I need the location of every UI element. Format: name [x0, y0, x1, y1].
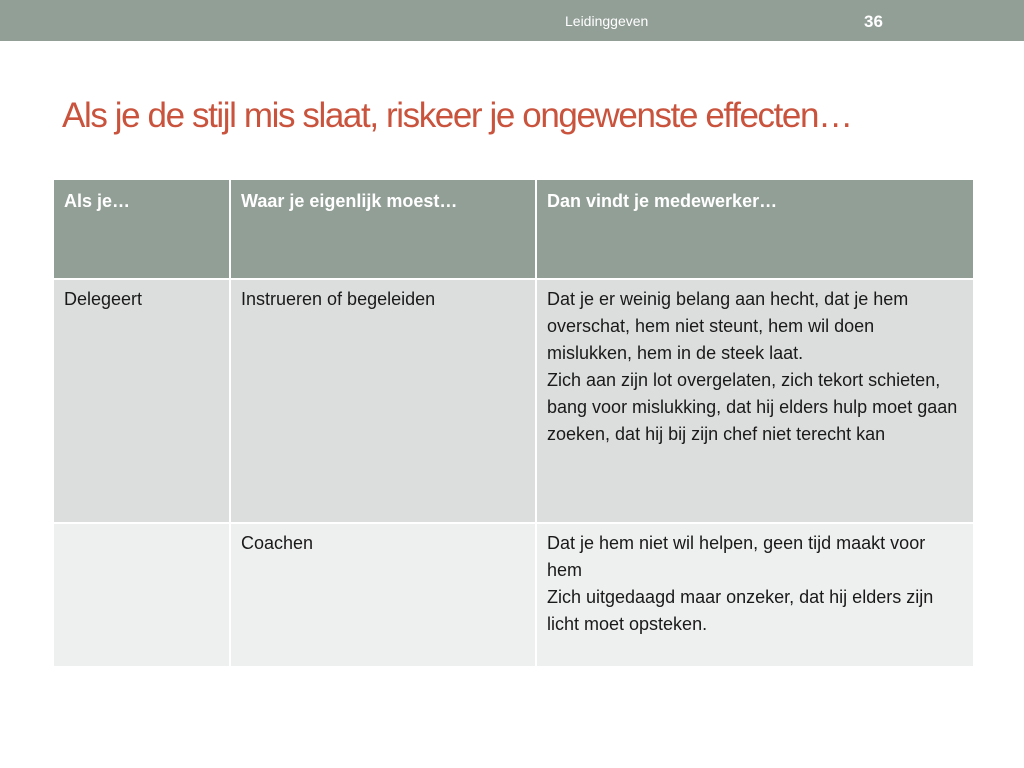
column-header-waar-je-eigenlijk-moest: Waar je eigenlijk moest… — [230, 179, 536, 279]
top-bar — [0, 0, 1024, 41]
style-effects-table — [52, 178, 975, 668]
cell-waar-je-eigenlijk-moest: Coachen — [230, 523, 536, 667]
cell-dan-vindt-je-medewerker — [536, 279, 974, 523]
cell-waar-je-eigenlijk-moest: Instrueren of begeleiden — [230, 279, 536, 523]
cell-line: Dat je hem niet wil helpen, geen tijd maakt voor hem — [547, 533, 926, 580]
cell-dan-vindt-je-medewerker — [536, 523, 974, 667]
table-header-row — [53, 179, 974, 279]
cell-line: Dat je er weinig belang aan hecht, dat je hem overschat, hem niet steunt, hem wil doen mislukken, hem in de steek laat. — [547, 289, 909, 363]
table-row — [53, 279, 974, 523]
slide-title: Als je de stijl mis slaat, riskeer je ongewenste effecten… — [62, 96, 852, 135]
cell-als-je — [53, 523, 230, 667]
column-header-dan-vindt-je-medewerker: Dan vindt je medewerker… — [536, 179, 974, 279]
cell-als-je: Delegeert — [53, 279, 230, 523]
cell-line: Zich aan zijn lot overgelaten, zich tekort schieten, bang voor mislukking, dat hij elders hulp moet gaan zoeken, dat hij bij zijn chef niet terecht kan — [547, 370, 958, 444]
table-row — [53, 523, 974, 667]
cell-line: Zich uitgedaagd maar onzeker, dat hij elders zijn licht moet opsteken. — [547, 587, 934, 634]
column-header-als-je: Als je… — [53, 179, 230, 279]
section-label: Leidinggeven — [565, 13, 649, 29]
slide-number: 36 — [864, 12, 883, 31]
